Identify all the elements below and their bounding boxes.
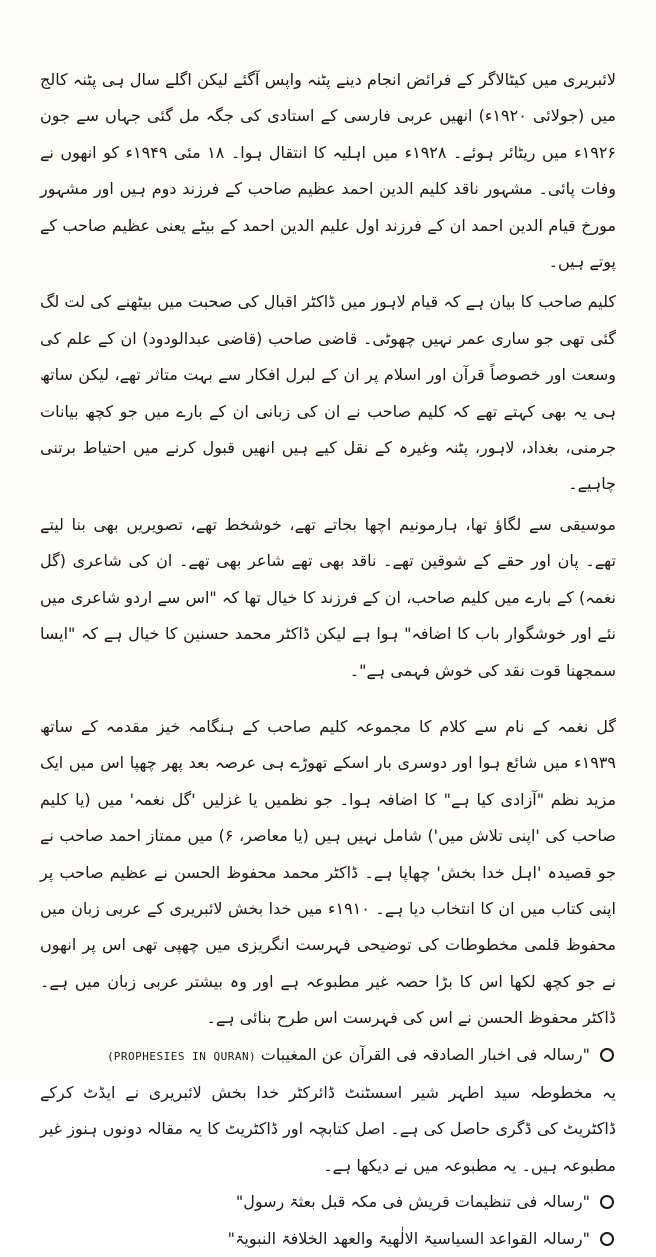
paragraph-biography: لائبریری میں کیٹالاگر کے فرائض انجام دینے پٹنہ واپس آگئے لیکن اگلے سال ہی پٹنہ کالج میں (جولائی ۱۹۲۰ء) انھیں عربی فارسی کے استادی کی جگہ مل گئی جہاں سے جون ۱۹۲۶ء میں ریٹائر ہوئے۔ ۱۹۲۸ء میں اہلیہ کا انتقال ہوا۔ ۱۸ مئی ۱۹۴۹ء کو انھوں نے وفات پائی۔ مشہور ناقد کلیم الدین احمد عظیم صاحب کے فرزند دوم ہیں اور مشہور مورخ قیام الدین احمد ان کے فرزند اول علیم الدین احمد کے بیٹے یعنی عظیم صاحب کے پوتے ہیں۔ [40,70,617,272]
paragraph-kaleem-statement: کلیم صاحب کا بیان ہے کہ قیام لاہور میں ڈاکٹر اقبال کی صحبت میں بیٹھنے کی لت لگ گئی تھی جو ساری عمر نہیں چھوٹی۔ قاضی صاحب (قاضی عبدالودود) ان کے علم کی وسعت اور خصوصاً قرآن اور اسلام پر ان کے لبرل افکار سے بہت متاثر تھے، لیکن ساتھ ہی یہ بھی کہتے تھے کہ کلیم صاحب نے ان کی زبانی ان کے بارے میں جو کچھ بیانات جرمنی، بغداد، لاہور، پٹنہ وغیرہ کے نقل کیے ہیں انھیں قبول کرنے میں احتیاط برتنی چاہیے۔ [40,292,616,494]
paragraph-music-poetry: موسیقی سے لگاؤ تھا، ہارمونیم اچھا بجاتے تھے، خوشخط تھے، تصویریں بھی بنا لیتے تھے۔ پان اور حقے کے شوقین تھے۔ ناقد بھی تھے شاعر بھی تھے۔ ان کی شاعری (گل نغمہ) کے بارے میں کلیم صاحب، ان کے فرزند کا خیال تھا کہ "اس سے اردو شاعری میں نئے اور خوشگوار باب کا اضافہ" ہوا ہے لیکن ڈاکٹر محمد حسنین کا خیال ہے کہ "ایسا سمجھنا قوت نقد کی خوش فہمی ہے"۔ [40,514,616,680]
list-item-prophesies [40,1037,616,1075]
circle-bullet-icon [600,1048,614,1062]
list-item-title: "رسالہ فی اخبار الصادقہ فی القرآن عن المغیبات [260,1044,590,1064]
paragraph-gul-naghma: گل نغمہ کے نام سے کلام کا مجموعہ کلیم صاحب کے ہنگامہ خیز مقدمہ کے ساتھ ۱۹۳۹ء میں شائع ہوا اور دوسری بار اسکے تھوڑے ہی عرصہ بعد پھر چھپا اس میں ایک مزید نظم "آزادی کیا ہے" کا اضافہ ہوا۔ جو نظمیں یا غزلیں 'گل نغمہ' میں (یا کلیم صاحب کی 'اپنی تلاش میں') شامل نہیں ہیں (یا معاصر، ۶) میں ممتاز احمد صاحب نے جو قصیدہ 'اہل خدا بخش' چھاپا ہے۔ ڈاکٹر محمد محفوظ الحسن نے عظیم صاحب پر اپنی کتاب میں ان کا انتخاب دیا ہے۔ ۱۹۱۰ء میں خدا بخش لائبریری کے عربی زبان میں محفوظ قلمی مخطوطات کی توضیحی فہرست انگریزی میں چھپی تھی اس پر انھوں نے جو کچھ لکھا اس کا بڑا حصہ غیر مطبوعہ ہے اور وہ بیشتر عربی زبان میں ہے۔ ڈاکٹر محفوظ الحسن نے اس کی فہرست اس طرح بنائی ہے۔ [40,716,616,1028]
urdu-text-block [40,62,616,1257]
list-item-quraish [40,1184,616,1220]
list-item-qawaid [40,1221,616,1257]
circle-bullet-icon [600,1232,614,1246]
circle-bullet-icon [600,1195,614,1209]
list-item-title: "رسالہ القواعد السیاسیۃ الالٰھیۃ والعھد الخلافۃ النبویۃ" [227,1228,590,1248]
list-item-note: یہ مخطوطہ سید اطہر شیر اسسٹنٹ ڈائرکٹر خدا بخش لائبریری نے ایڈٹ کرکے ڈاکٹریٹ کی ڈگری حاصل کی ہے۔ اصل کتابچہ اور ڈاکٹریٹ کا یہ مقالہ دونوں ہنوز غیر مطبوعہ ہیں۔ یہ مطبوعہ میں نے دیکھا ہے۔ [40,1082,616,1175]
list-item-english-title: (PROPHESIES IN QURAN) [107,1049,256,1063]
list-item-title: "رسالہ فی تنظیمات قریش فی مکہ قبل بعثۃ رسول" [235,1192,590,1212]
